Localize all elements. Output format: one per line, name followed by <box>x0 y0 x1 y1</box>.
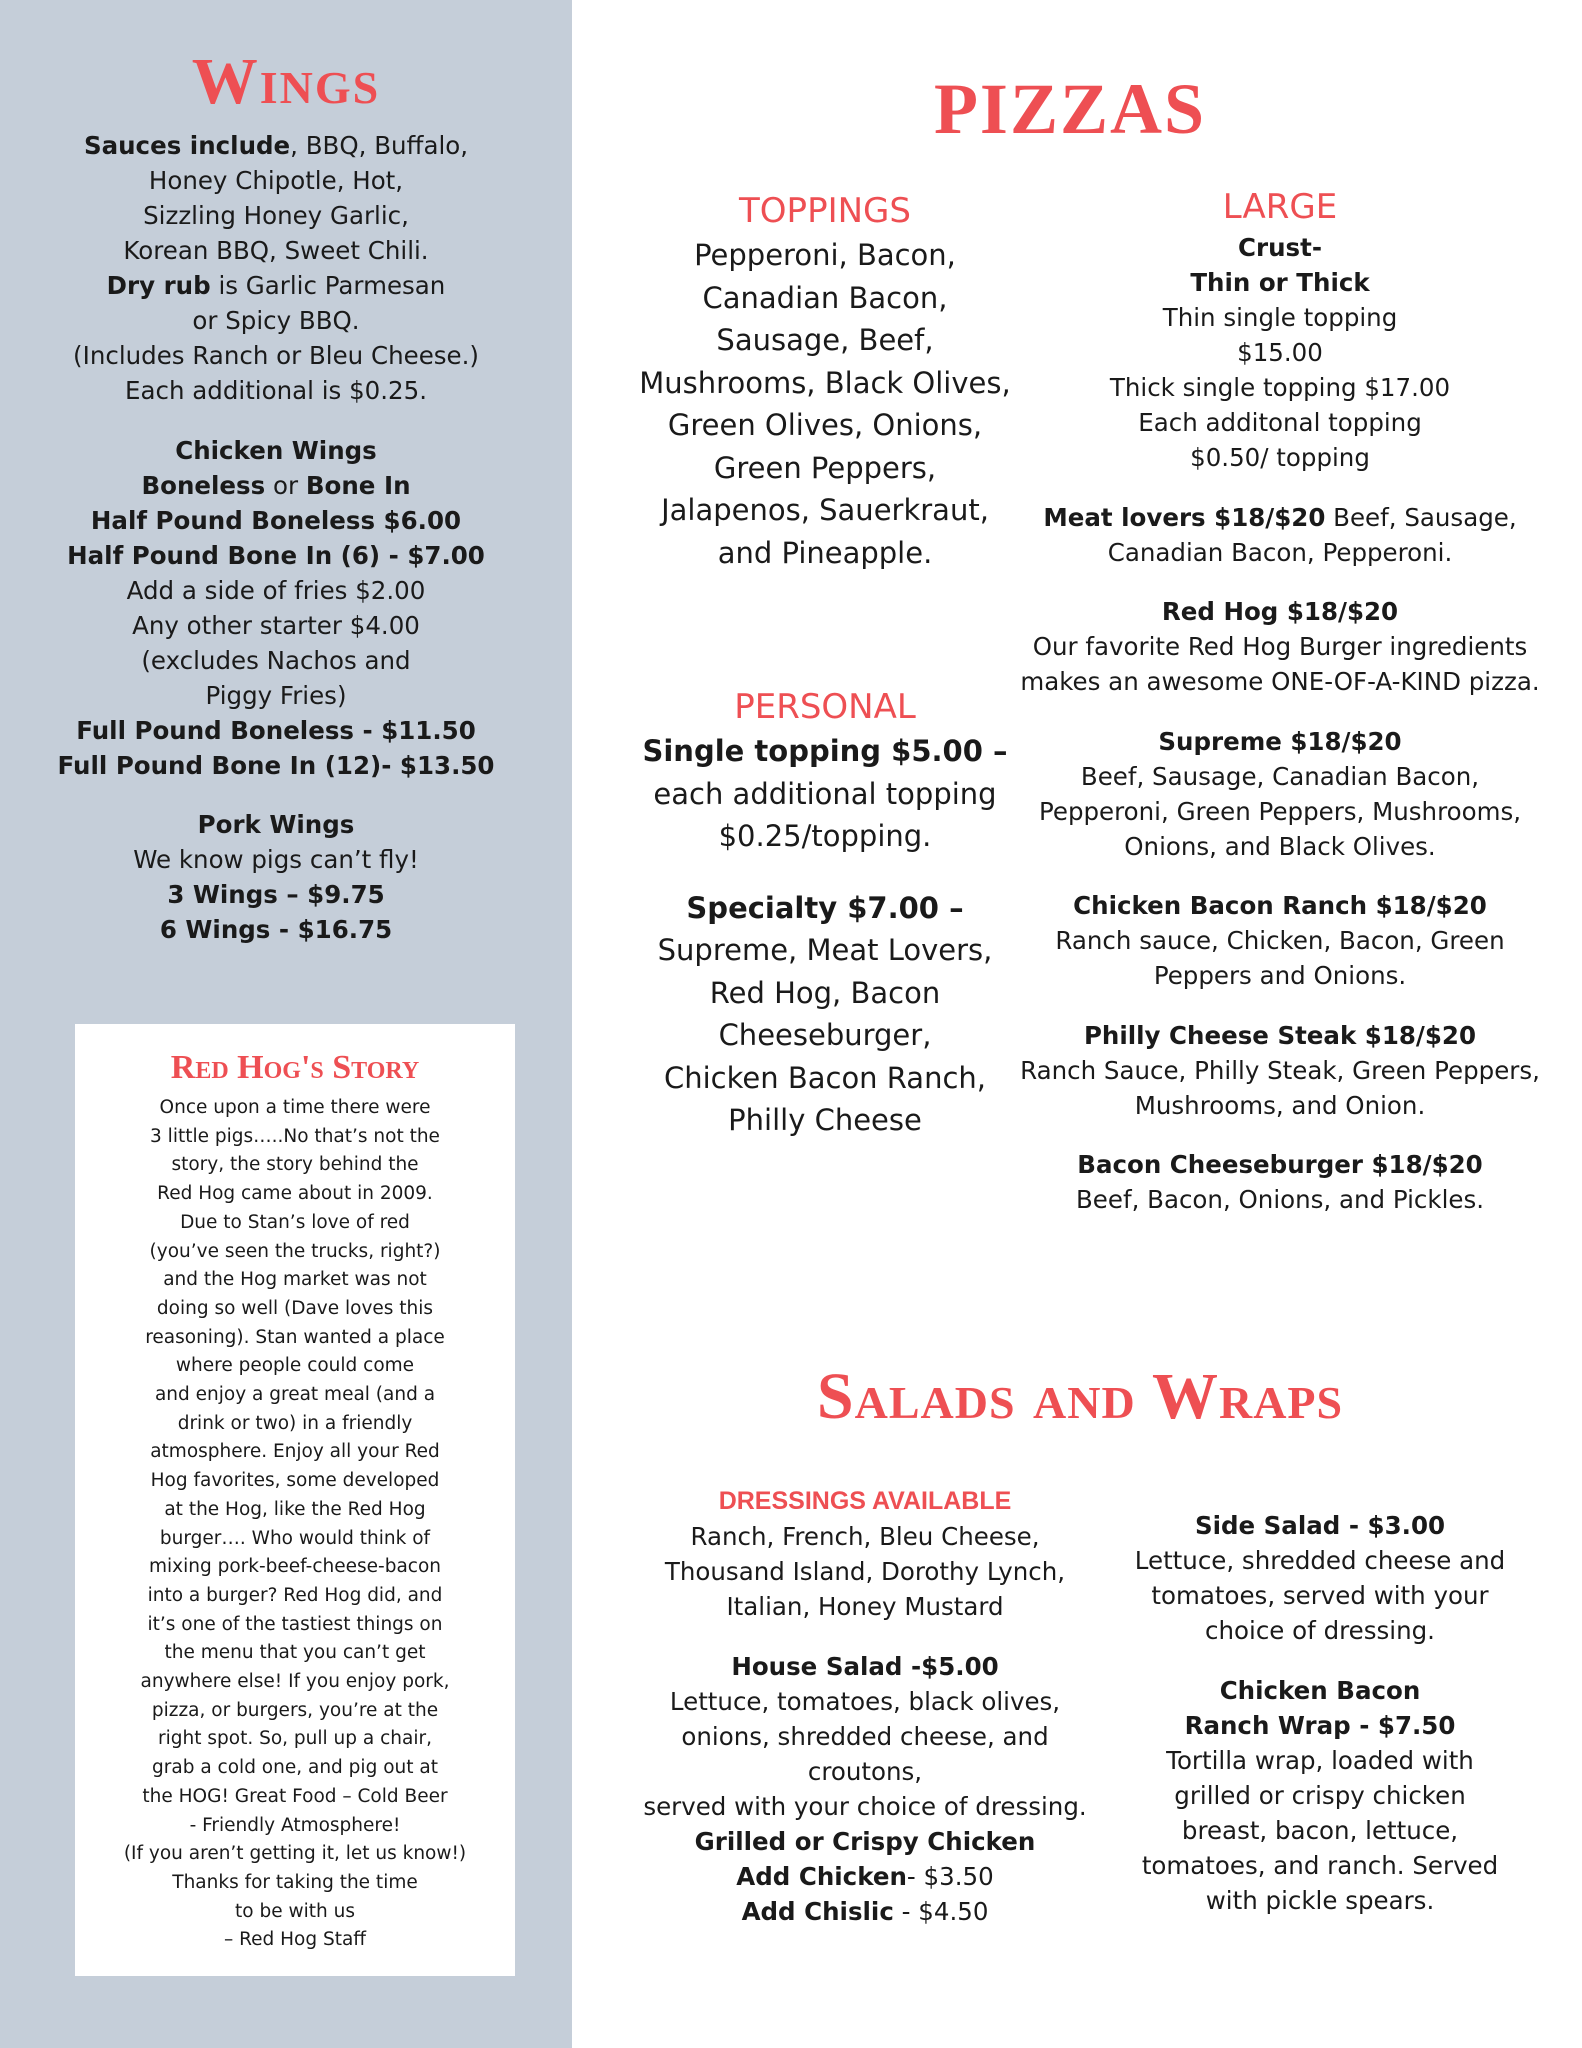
pizza-special-name: Philly Cheese Steak $18/$20 <box>1083 1020 1477 1050</box>
story-line: burger…. Who would think of <box>159 1527 431 1549</box>
wings-details <box>0 128 552 947</box>
house-salad-desc <box>640 1684 1090 1824</box>
includes-note: (Includes Ranch or Bleu Cheese.) <box>73 341 479 370</box>
personal-single: Single topping $5.00 – <box>642 734 1008 768</box>
story-line: story, the story behind the <box>171 1154 419 1176</box>
sauces-line: Honey Chipotle, Hot, <box>148 166 404 195</box>
dressings-list <box>640 1519 1090 1624</box>
story-line: at the Hog, like the Red Hog <box>164 1498 426 1520</box>
add-chicken-label: Add Chicken <box>736 1861 907 1891</box>
dressings-section <box>640 1484 1090 1929</box>
pizza-special-desc: Ranch sauce, Chicken, Bacon, Green <box>1055 926 1505 955</box>
dry-rub-line: or Spicy BBQ. <box>192 306 360 335</box>
story-text <box>75 1094 515 1955</box>
house-salad-line: croutons, <box>807 1756 923 1786</box>
story-line: (If you aren’t getting it, let us know!) <box>123 1843 467 1865</box>
pizzas-title: PIZZAS <box>933 69 1207 149</box>
wrap-name: Ranch Wrap - $7.50 <box>1184 1710 1456 1740</box>
story-line: Once upon a time there were <box>159 1097 431 1118</box>
specialty-list <box>620 929 1030 1142</box>
wrap-desc <box>1120 1743 1520 1918</box>
side-salad-desc <box>1120 1543 1520 1648</box>
story-line: drink or two) in a friendly <box>177 1412 413 1434</box>
story-line: grab a cold one, and pig out at <box>152 1757 438 1779</box>
pork-wings-tagline: We know pigs can’t fly! <box>133 845 419 874</box>
pizza-specials <box>1010 570 1550 1218</box>
house-salad-line: served with your choice of dressing. <box>643 1791 1087 1821</box>
chicken-wings-title: Chicken Wings <box>175 435 377 465</box>
story-line: atmosphere. Enjoy all your Red <box>150 1441 440 1463</box>
thin-price: $15.00 <box>1237 338 1323 367</box>
additional-note: Each additional is $0.25. <box>124 376 428 405</box>
meat-lovers-desc: Beef, Sausage, <box>1325 502 1517 532</box>
topping-line: Sausage, Beef, <box>716 323 934 357</box>
topping-line: Canadian Bacon, <box>702 280 948 315</box>
story-line: into a burger? Red Hog did, and <box>147 1584 443 1606</box>
specialty-title: Specialty $7.00 – <box>686 890 964 925</box>
sauces-label: Sauces include <box>83 131 291 160</box>
pizza-special-desc: Our favorite Red Hog Burger ingredients <box>1032 632 1528 661</box>
starter-addon: Any other starter $4.00 <box>132 610 420 640</box>
pizza-special-name: Chicken Bacon Ranch $18/$20 <box>1073 891 1487 920</box>
story-line: – Red Hog Staff <box>223 1929 367 1951</box>
house-salad-line: Lettuce, tomatoes, black olives, <box>669 1686 1061 1716</box>
side-salad-line: choice of dressing. <box>1205 1616 1435 1645</box>
boneless-label: Boneless <box>141 470 266 500</box>
topping-line: Jalapenos, Sauerkraut, <box>661 493 989 527</box>
pizza-special-name: Red Hog $18/$20 <box>1161 597 1399 626</box>
pork-wings-6-price: 6 Wings - $16.75 <box>159 915 393 944</box>
wraps-section <box>1120 1508 1520 1918</box>
specialty-line: Cheeseburger, <box>718 1018 932 1052</box>
story-line: and the Hog market was not <box>163 1269 427 1291</box>
dressings-heading: DRESSINGS AVAILABLE <box>718 1487 1012 1515</box>
personal-each: each additional topping <box>653 776 997 811</box>
story-line: doing so well (Dave loves this <box>156 1297 434 1319</box>
thin-single: Thin single topping <box>1162 303 1398 332</box>
toppings-section <box>620 188 1030 574</box>
sauces-line: Korean BBQ, Sweet Chili. <box>123 236 429 265</box>
pizza-special-desc: Peppers and Onions. <box>1153 961 1407 990</box>
toppings-heading: TOPPINGS <box>739 191 911 231</box>
story-title: Red Hog's Story <box>170 1049 420 1086</box>
full-bone-in-price: Full Pound Bone In (12)- $13.50 <box>57 750 495 780</box>
specialty-line: Supreme, Meat Lovers, <box>657 933 993 967</box>
pizza-special-desc: Ranch Sauce, Philly Steak, Green Peppers, <box>1020 1055 1540 1085</box>
story-line: where people could come <box>175 1355 415 1377</box>
topping-line: Pepperoni, Bacon, <box>694 238 956 272</box>
story-box <box>75 1024 515 1976</box>
topping-line: and Pineapple. <box>717 535 933 570</box>
house-salad-name: House Salad -$5.00 <box>731 1651 999 1681</box>
specialty-line: Philly Cheese <box>728 1103 922 1137</box>
story-line: and enjoy a great meal (and a <box>154 1384 436 1406</box>
pizza-special-desc: Beef, Bacon, Onions, and Pickles. <box>1075 1185 1485 1214</box>
side-salad-name: Side Salad - $3.00 <box>1194 1511 1446 1540</box>
crust-label: Crust- <box>1238 233 1322 262</box>
wrap-line: Tortilla wrap, loaded with <box>1166 1745 1474 1775</box>
pizza-special-desc: Mushrooms, and Onion. <box>1134 1090 1426 1120</box>
fries-addon: Add a side of fries $2.00 <box>126 575 426 605</box>
grilled-chicken-option: Grilled or Crispy Chicken <box>694 1826 1036 1856</box>
personal-each: $0.25/topping. <box>718 819 932 853</box>
personal-section <box>620 684 1030 1142</box>
story-line: anywhere else! If you enjoy pork, <box>140 1671 450 1693</box>
dressing-line: Thousand Island, Dorothy Lynch, <box>664 1557 1066 1586</box>
topping-line: Green Olives, Onions, <box>667 408 983 442</box>
excludes-note: (excludes Nachos and <box>141 645 411 675</box>
story-line: the HOG! Great Food – Cold Beer <box>142 1785 448 1807</box>
house-salad-line: onions, shredded cheese, and <box>681 1721 1049 1751</box>
toppings-list <box>620 234 1030 574</box>
story-line: - Friendly Atmosphere! <box>189 1814 401 1836</box>
sauces-line: Sizzling Honey Garlic, <box>143 201 409 230</box>
crust-options: Thin or Thick <box>1190 268 1370 297</box>
side-salad-line: Lettuce, shredded cheese and <box>1134 1546 1506 1575</box>
wrap-line: grilled or crispy chicken <box>1174 1780 1466 1810</box>
specialty-line: Chicken Bacon Ranch, <box>664 1060 986 1095</box>
story-line: reasoning). Stan wanted a place <box>145 1326 445 1348</box>
story-line: Due to Stan’s love of red <box>180 1211 410 1233</box>
meat-lovers-name: Meat lovers $18/$20 <box>1043 502 1326 532</box>
wings-title: Wings <box>191 45 381 118</box>
story-line: it’s one of the tastiest things on <box>147 1613 443 1635</box>
story-line: right spot. So, pull up a chair, <box>158 1728 432 1750</box>
pizza-special-name: Supreme $18/$20 <box>1158 726 1402 756</box>
topping-line: Green Peppers, <box>713 450 937 485</box>
specialty-line: Red Hog, Bacon <box>709 975 941 1010</box>
or-text: or <box>265 470 306 500</box>
wrap-line: breast, bacon, lettuce, <box>1181 1815 1459 1845</box>
dressing-line: Ranch, French, Bleu Cheese, <box>690 1522 1040 1551</box>
excludes-note: Piggy Fries) <box>205 680 347 710</box>
pork-wings-3-price: 3 Wings – $9.75 <box>167 880 385 909</box>
dressing-line: Italian, Honey Mustard <box>726 1592 1004 1621</box>
half-bone-in-price: Half Pound Bone In (6) - $7.00 <box>67 540 485 570</box>
story-line: Red Hog came about in 2009. <box>157 1183 433 1205</box>
full-boneless-price: Full Pound Boneless - $11.50 <box>76 715 476 745</box>
add-chislic-label: Add Chislic <box>741 1896 894 1926</box>
add-chicken-price: - $3.50 <box>906 1861 994 1891</box>
personal-heading: PERSONAL <box>734 687 916 727</box>
sauces-text: , BBQ, Buffalo, <box>290 131 469 160</box>
large-section <box>1010 184 1550 1217</box>
pizza-special-desc: Pepperoni, Green Peppers, Mushrooms, <box>1038 796 1522 826</box>
dry-rub-text: is Garlic Parmesan <box>210 271 446 300</box>
story-line: mixing pork-beef-cheese-bacon <box>149 1556 441 1578</box>
each-additional-price: $0.50/ topping <box>1190 443 1370 472</box>
story-line: 3 little pigs…..No that’s not the <box>150 1125 440 1147</box>
topping-line: Mushrooms, Black Olives, <box>639 365 1011 400</box>
add-chislic-price: - $4.50 <box>893 1896 989 1926</box>
story-line: to be with us <box>235 1900 355 1922</box>
pizza-special-name: Bacon Cheeseburger $18/$20 <box>1077 1150 1483 1179</box>
pizza-special-desc: Beef, Sausage, Canadian Bacon, <box>1080 761 1480 791</box>
thick-single: Thick single topping $17.00 <box>1109 373 1451 402</box>
pizza-special-desc: Onions, and Black Olives. <box>1124 831 1436 861</box>
side-salad-line: tomatoes, served with your <box>1151 1581 1489 1610</box>
pizza-special-desc: makes an awesome ONE-OF-A-KIND pizza. <box>1020 667 1540 696</box>
salads-title: Salads and Wraps <box>816 1360 1344 1433</box>
wrap-line: with pickle spears. <box>1205 1885 1435 1915</box>
pork-wings-title: Pork Wings <box>197 810 355 839</box>
each-additional: Each additonal topping <box>1138 408 1422 437</box>
large-heading: LARGE <box>1222 187 1338 227</box>
story-line: Hog favorites, some developed <box>150 1470 440 1492</box>
half-boneless-price: Half Pound Boneless $6.00 <box>90 505 462 535</box>
wrap-name: Chicken Bacon <box>1219 1675 1421 1705</box>
meat-lovers-desc: Canadian Bacon, Pepperoni. <box>1107 537 1453 567</box>
bone-in-label: Bone In <box>305 470 411 500</box>
story-line: pizza, or burgers, you’re at the <box>151 1699 439 1721</box>
story-line: (you’ve seen the trucks, right?) <box>149 1240 441 1262</box>
wrap-line: tomatoes, and ranch. Served <box>1141 1850 1499 1880</box>
story-line: the menu that you can’t get <box>164 1642 426 1664</box>
dry-rub-label: Dry rub <box>106 271 211 300</box>
story-line: Thanks for taking the time <box>172 1871 418 1893</box>
